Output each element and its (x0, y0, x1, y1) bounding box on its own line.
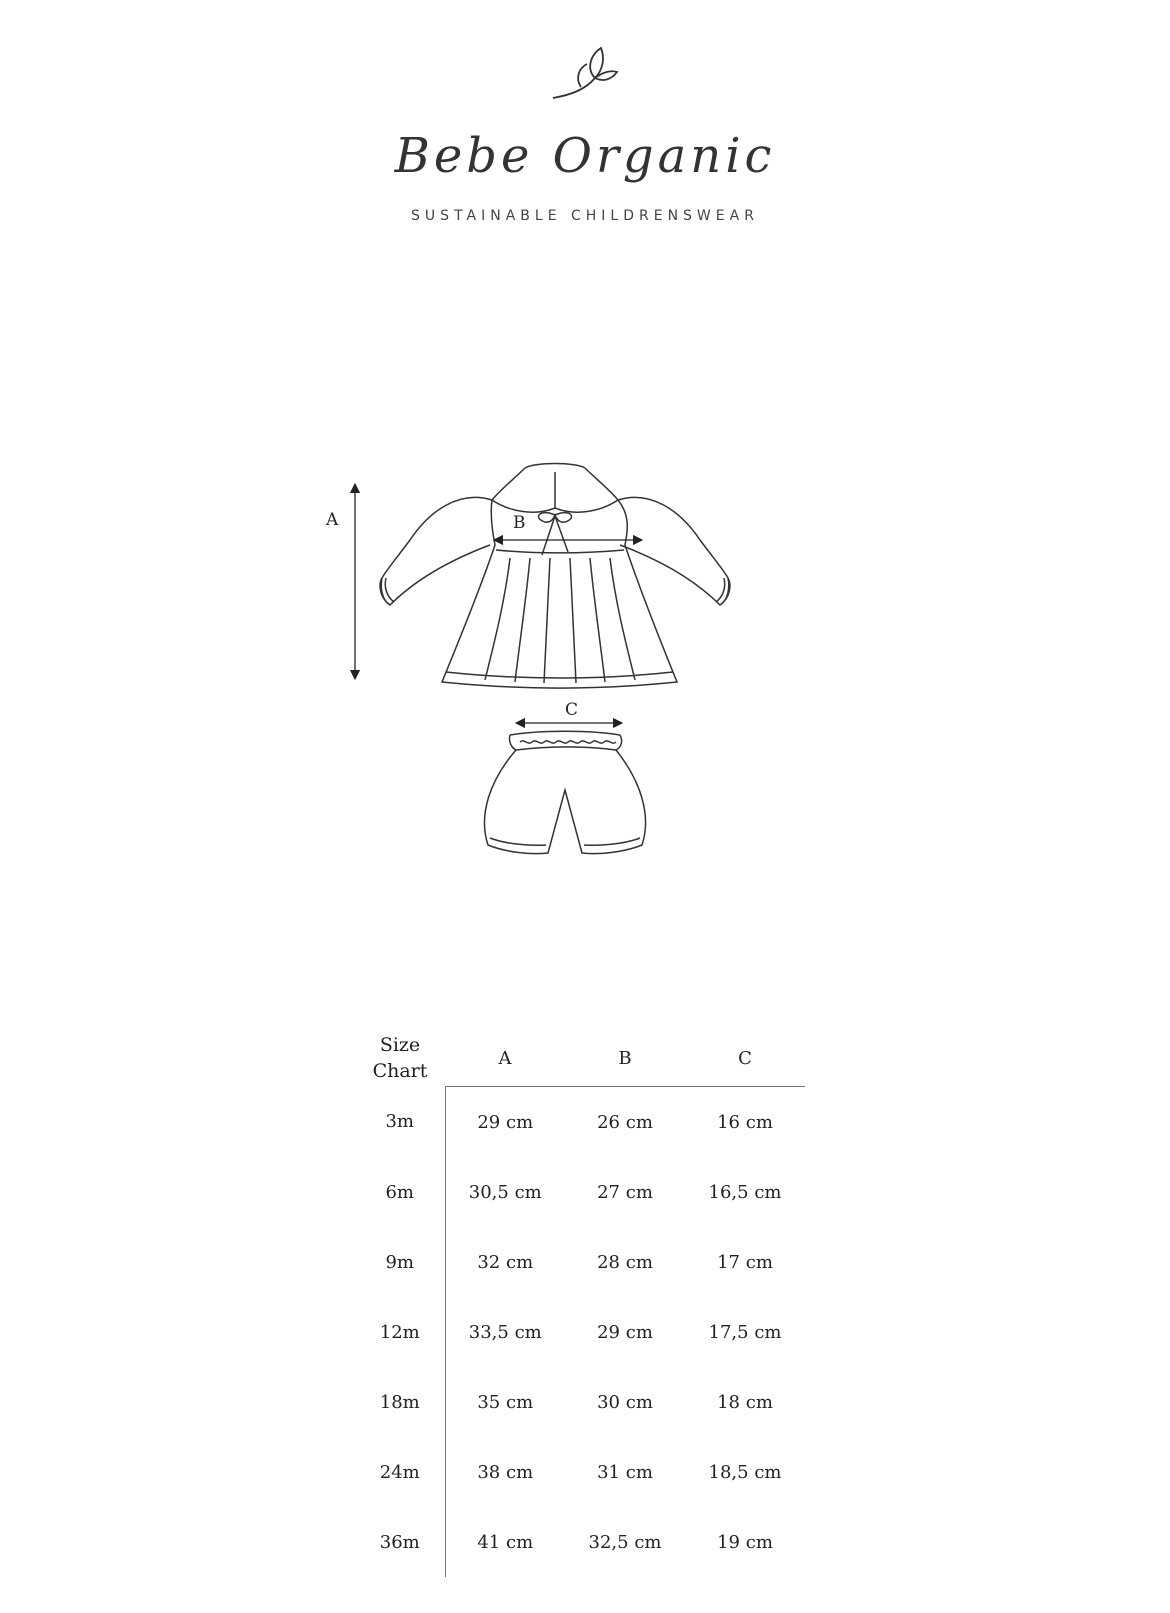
measurement-a-cell: 38 cm (477, 1461, 534, 1483)
size-cell: 3m (355, 1087, 445, 1158)
measurement-a-cell: 32 cm (477, 1251, 534, 1273)
measurement-a-cell: 41 cm (477, 1531, 534, 1553)
column-header-a: A (445, 1030, 565, 1087)
measurement-a-cell: 29 cm (477, 1111, 534, 1133)
measurement-c-cell: 16,5 cm (708, 1181, 782, 1203)
measurement-c-cell: 19 cm (717, 1531, 773, 1553)
measurement-c-cell: 16 cm (717, 1111, 773, 1133)
table-row (355, 1507, 805, 1577)
table-row (355, 1367, 805, 1437)
measurement-c-cell: 18 cm (717, 1391, 773, 1413)
dimension-c-label: C (565, 700, 579, 720)
measurement-b-cell: 28 cm (597, 1251, 653, 1273)
size-chart-table (355, 1030, 805, 1577)
size-cell: 6m (355, 1157, 445, 1227)
measurement-a-cell: 33,5 cm (468, 1321, 542, 1343)
column-header-c: C (685, 1030, 805, 1087)
table-row (355, 1087, 805, 1158)
brand-tagline: SUSTAINABLE CHILDRENSWEAR (411, 208, 759, 224)
measurement-b-cell: 32,5 cm (588, 1531, 662, 1553)
brand-name: Bebe Organic (394, 128, 776, 184)
bloomers-drawing (484, 731, 645, 853)
size-cell: 36m (355, 1507, 445, 1577)
measurement-c-cell: 18,5 cm (708, 1461, 782, 1483)
size-cell: 9m (355, 1227, 445, 1297)
dimension-a-label: A (326, 510, 339, 530)
leaf-sprig-icon (545, 30, 625, 110)
measurement-b-cell: 31 cm (597, 1461, 653, 1483)
measurement-c-cell: 17 cm (717, 1251, 773, 1273)
size-cell: 12m (355, 1297, 445, 1367)
measurement-a-cell: 35 cm (477, 1391, 534, 1413)
measurement-b-cell: 27 cm (597, 1181, 653, 1203)
size-cell: 24m (355, 1437, 445, 1507)
table-row (355, 1297, 805, 1367)
measurement-b-cell: 29 cm (597, 1321, 653, 1343)
measurement-a-cell: 30,5 cm (468, 1181, 542, 1203)
table-header-row (355, 1030, 805, 1087)
measurement-b-cell: 30 cm (597, 1391, 653, 1413)
garment-measurement-diagram (320, 460, 810, 900)
blouse-drawing (380, 464, 730, 689)
table-row (355, 1157, 805, 1227)
dimension-b-label: B (513, 513, 526, 533)
column-header-b: B (565, 1030, 685, 1087)
table-row (355, 1437, 805, 1507)
table-row (355, 1227, 805, 1297)
size-chart-header: Size Chart (372, 1034, 428, 1083)
measurement-b-cell: 26 cm (597, 1111, 653, 1133)
measurement-c-cell: 17,5 cm (708, 1321, 782, 1343)
size-cell: 18m (355, 1367, 445, 1437)
